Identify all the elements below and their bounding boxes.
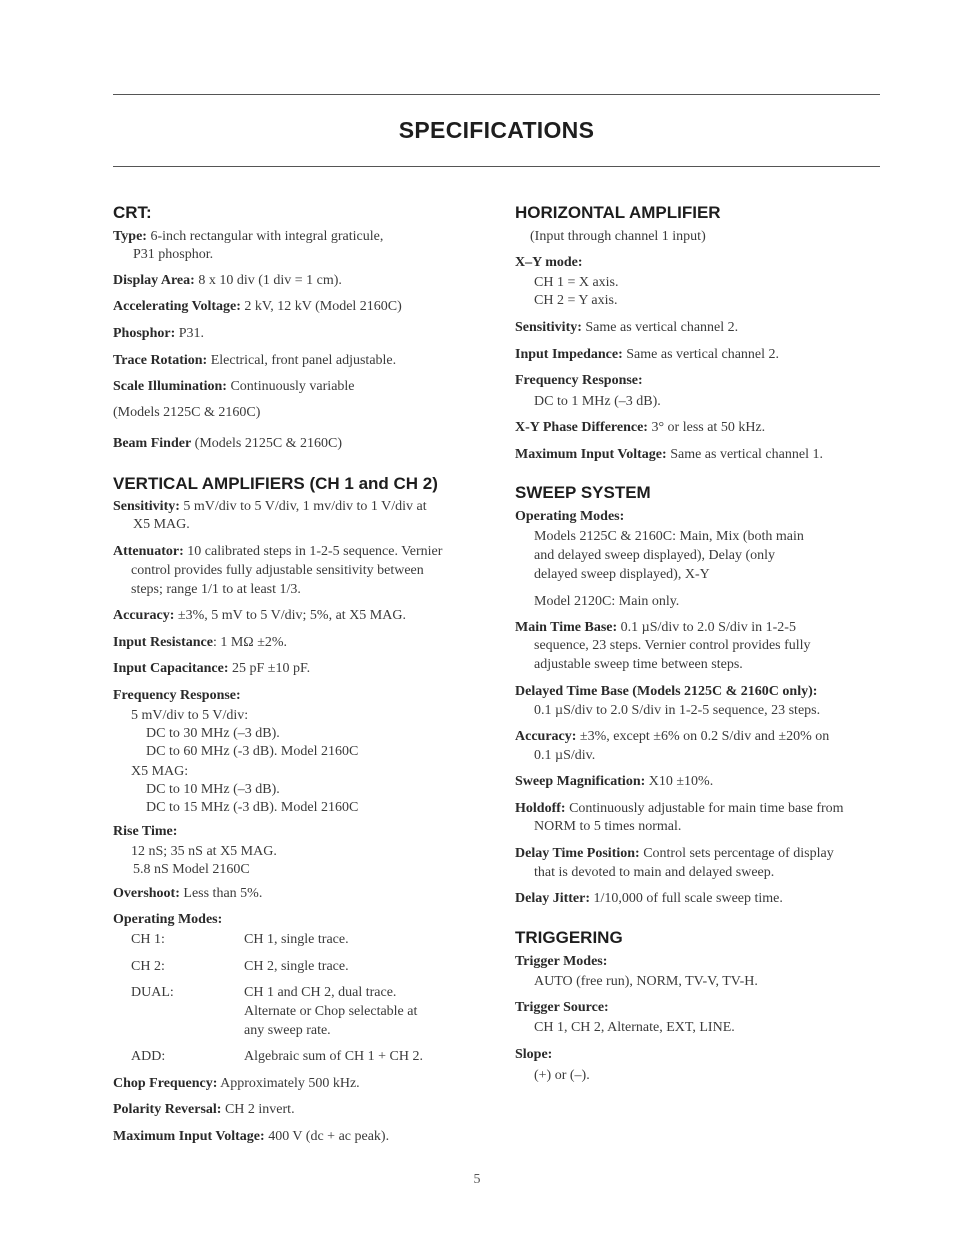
trig-slope-value: (+) or (–).: [534, 1068, 590, 1083]
horizontal-heading: HORIZONTAL AMPLIFIER: [515, 203, 721, 222]
vert-rise-line: 5.8 nS Model 2160C: [133, 862, 250, 877]
sweep-delayed-value: 0.1 µS/div to 2.0 S/div in 1-2-5 sequence, 23 steps.: [534, 703, 821, 718]
vert-freq-line: DC to 60 MHz (-3 dB). Model 2160C: [146, 744, 359, 759]
mode-dual-label: DUAL:: [131, 985, 174, 1000]
crt-scale-models: (Models 2125C & 2160C): [113, 405, 261, 420]
vert-chop-frequency: Chop Frequency: Approximately 500 kHz.: [113, 1076, 360, 1091]
sweep-modes-label: Operating Modes:: [515, 509, 625, 524]
horiz-sensitivity: Sensitivity: Same as vertical channel 2.: [515, 320, 739, 335]
triggering-heading: TRIGGERING: [515, 928, 623, 947]
vert-attenuator-cont2: steps; range 1/1 to at least 1/3.: [131, 582, 301, 597]
sweep-holdoff-cont: NORM to 5 times normal.: [534, 819, 682, 834]
vert-modes-label: Operating Modes:: [113, 912, 223, 927]
vert-attenuator: Attenuator: 10 calibrated steps in 1-2-5 sequence. Vernier: [113, 544, 443, 559]
title-rule: [113, 166, 880, 167]
sweep-accuracy: Accuracy: ±3%, except ±6% on 0.2 S/div and ±20% on: [515, 729, 830, 744]
trig-modes-value: AUTO (free run), NORM, TV-V, TV-H.: [534, 974, 758, 989]
crt-display-area: Display Area: 8 x 10 div (1 div = 1 cm).: [113, 273, 342, 288]
vert-freq-line: X5 MAG:: [131, 764, 189, 779]
sweep-delay-jitter: Delay Jitter: 1/10,000 of full scale sweep time.: [515, 891, 783, 906]
horiz-xy-label: X–Y mode:: [515, 255, 583, 270]
horiz-freq-value: DC to 1 MHz (–3 dB).: [534, 394, 661, 409]
mode-dual-value-cont: any sweep rate.: [244, 1023, 331, 1038]
vert-freq-line: 5 mV/div to 5 V/div:: [131, 708, 249, 723]
sweep-delay-time-position: Delay Time Position: Control sets percentage of display: [515, 846, 834, 861]
vert-rise-line: 12 nS; 35 nS at X5 MAG.: [131, 844, 277, 859]
crt-accel-voltage: Accelerating Voltage: 2 kV, 12 kV (Model 2160C): [113, 299, 402, 314]
crt-phosphor: Phosphor: P31.: [113, 326, 205, 341]
vert-polarity-reversal: Polarity Reversal: CH 2 invert.: [113, 1102, 295, 1117]
vert-freq-line: DC to 30 MHz (–3 dB).: [146, 726, 280, 741]
crt-scale-illumination: Scale Illumination: Continuously variable: [113, 379, 355, 394]
vert-rise-label: Rise Time:: [113, 824, 178, 839]
mode-ch1-label: CH 1:: [131, 932, 165, 947]
page-number: 5: [473, 1172, 481, 1187]
vert-freq-line: DC to 15 MHz (-3 dB). Model 2160C: [146, 800, 359, 815]
sweep-heading: SWEEP SYSTEM: [515, 483, 651, 502]
mode-dual-value: CH 1 and CH 2, dual trace.: [244, 985, 397, 1000]
horiz-max-input-voltage: Maximum Input Voltage: Same as vertical channel 1.: [515, 447, 823, 462]
crt-beam-finder: Beam Finder (Models 2125C & 2160C): [113, 436, 343, 451]
mode-add-value: Algebraic sum of CH 1 + CH 2.: [244, 1049, 423, 1064]
vert-accuracy: Accuracy: ±3%, 5 mV to 5 V/div; 5%, at X5 MAG.: [113, 608, 406, 623]
mode-ch2-value: CH 2, single trace.: [244, 959, 349, 974]
sweep-main-cont: sequence, 23 steps. Vernier control provides fully: [534, 638, 811, 653]
sweep-holdoff: Holdoff: Continuously adjustable for main time base from: [515, 801, 844, 816]
vert-freq-line: DC to 10 MHz (–3 dB).: [146, 782, 280, 797]
vert-input-resistance: Input Resistance: 1 MΩ ±2%.: [113, 635, 288, 650]
crt-trace-rotation: Trace Rotation: Electrical, front panel adjustable.: [113, 353, 397, 368]
sweep-main-time-base: Main Time Base: 0.1 µS/div to 2.0 S/div in 1-2-5: [515, 620, 796, 635]
trig-slope-label: Slope:: [515, 1047, 553, 1062]
vert-sensitivity-cont: X5 MAG.: [133, 517, 190, 532]
crt-type-cont: P31 phosphor.: [133, 247, 214, 262]
horiz-phase-difference: X-Y Phase Difference: 3° or less at 50 kHz.: [515, 420, 766, 435]
vert-input-capacitance: Input Capacitance: 25 pF ±10 pF.: [113, 661, 311, 676]
top-rule: [113, 94, 880, 95]
sweep-dtp-cont: that is devoted to main and delayed sweep.: [534, 865, 775, 880]
horiz-xy-line: CH 2 = Y axis.: [534, 293, 618, 308]
sweep-magnification: Sweep Magnification: X10 ±10%.: [515, 774, 714, 789]
vert-overshoot: Overshoot: Less than 5%.: [113, 886, 263, 901]
sweep-modes-line: Model 2120C: Main only.: [534, 594, 680, 609]
vert-max-input-voltage: Maximum Input Voltage: 400 V (dc + ac peak).: [113, 1129, 390, 1144]
horiz-intro: (Input through channel 1 input): [530, 229, 706, 244]
sweep-modes-line: and delayed sweep displayed), Delay (only: [534, 548, 776, 563]
mode-ch2-label: CH 2:: [131, 959, 165, 974]
mode-add-label: ADD:: [131, 1049, 166, 1064]
mode-ch1-value: CH 1, single trace.: [244, 932, 349, 947]
horiz-input-impedance: Input Impedance: Same as vertical channel 2.: [515, 347, 780, 362]
vert-freq-label: Frequency Response:: [113, 688, 241, 703]
horiz-xy-line: CH 1 = X axis.: [534, 275, 619, 290]
trig-source-value: CH 1, CH 2, Alternate, EXT, LINE.: [534, 1020, 735, 1035]
crt-type: Type: 6-inch rectangular with integral graticule,: [113, 229, 384, 244]
crt-heading: CRT:: [113, 203, 152, 222]
trig-source-label: Trigger Source:: [515, 1000, 609, 1015]
sweep-main-cont: adjustable sweep time between steps.: [534, 657, 743, 672]
vert-sensitivity: Sensitivity: 5 mV/div to 5 V/div, 1 mv/div to 1 V/div at: [113, 499, 427, 514]
sweep-delayed-label: Delayed Time Base (Models 2125C & 2160C only):: [515, 684, 818, 699]
horiz-freq-label: Frequency Response:: [515, 373, 643, 388]
page-title: SPECIFICATIONS: [398, 117, 595, 143]
trig-modes-label: Trigger Modes:: [515, 954, 608, 969]
sweep-modes-line: Models 2125C & 2160C: Main, Mix (both main: [534, 529, 804, 544]
vertical-heading: VERTICAL AMPLIFIERS (CH 1 and CH 2): [113, 474, 438, 493]
sweep-modes-line: delayed sweep displayed), X-Y: [534, 567, 710, 582]
sweep-accuracy-cont: 0.1 µS/div.: [534, 748, 596, 763]
vert-attenuator-cont1: control provides fully adjustable sensitivity between: [131, 563, 424, 578]
mode-dual-value-cont: Alternate or Chop selectable at: [244, 1004, 418, 1019]
